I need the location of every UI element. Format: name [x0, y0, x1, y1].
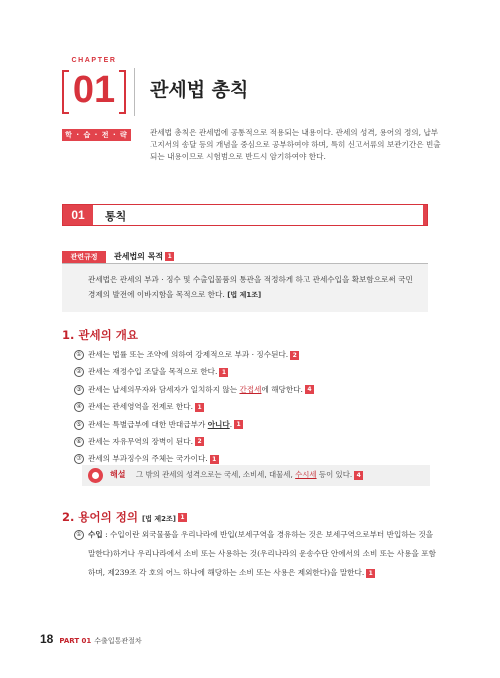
- frequency-badge: 1: [366, 569, 375, 578]
- item-number: ⑦: [74, 454, 84, 464]
- chapter-label: CHAPTER: [71, 57, 117, 64]
- item-number: ⑤: [74, 420, 84, 430]
- frequency-badge: 1: [195, 403, 204, 412]
- chapter-number: 01: [72, 69, 116, 111]
- chapter-badge: [62, 57, 126, 116]
- item-text: 관세는 법률 또는 조약에 의하여 강제적으로 부과 · 징수된다.: [88, 350, 289, 359]
- item-text: 관세는 납세의무자와 담세자가 일치하지 않는: [88, 384, 240, 394]
- related-regulation-header: [62, 250, 428, 264]
- highlight-text: 아니다: [207, 419, 230, 429]
- related-regulation-title-text: 관세법의 목적: [114, 252, 164, 261]
- part-label: PART 01: [59, 637, 92, 645]
- related-regulation-title: [114, 251, 174, 263]
- page-footer: [40, 632, 142, 648]
- heading-definitions-ref: [법 제2조]: [141, 515, 176, 523]
- heading-definitions: [62, 509, 187, 525]
- frequency-badge: 4: [305, 385, 314, 394]
- item-number: ①: [74, 530, 84, 540]
- part-title: 수출입통관절차: [94, 637, 142, 645]
- commentary-text: [136, 469, 363, 481]
- item-text: 관세는 자유무역의 장벽이 된다.: [88, 436, 194, 446]
- item-number: ③: [74, 385, 84, 395]
- section-title: 통칙: [105, 210, 127, 223]
- item-text: 관세는 특별급부에 대한 반대급부가: [88, 419, 208, 429]
- commentary-box: [82, 465, 430, 486]
- list-item: [76, 381, 438, 398]
- frequency-badge: 2: [290, 351, 299, 360]
- definition-item: [76, 525, 440, 582]
- related-regulation-tag: 관련규정: [62, 251, 106, 263]
- chapter-title: 관세법 총칙: [150, 79, 249, 101]
- list-item: [76, 433, 438, 450]
- item-text: 관세는 재정수입 조달을 목적으로 한다.: [88, 367, 218, 377]
- heading-customs-overview: 1. 관세의 개요: [62, 328, 138, 342]
- learning-tips-tag: 학 · 습 · 전 · 략: [62, 129, 131, 141]
- item-text-tail: 에 해당한다.: [261, 384, 303, 394]
- related-regulation-box: [62, 250, 428, 312]
- list-item: [76, 363, 438, 380]
- item-number: ⑥: [74, 437, 84, 447]
- page-number: 18: [40, 632, 54, 646]
- heading-definitions-text: 2. 용어의 정의: [62, 510, 138, 524]
- frequency-badge: 1: [219, 368, 228, 377]
- highlight-text: 수시세: [295, 470, 317, 479]
- learning-tips-text: 관세법 총칙은 관세법에 공통적으로 적용되는 내용이다. 관세의 성격, 용어의 정의, 납부고지서의 송달 등의 개념을 중심으로 공부하여야 하며, 특히 신고서류의 보관기간은 빈출되는 내용이므로 시험범으로 반드시 암기하여야 한다.: [150, 128, 441, 161]
- list-item: [76, 346, 438, 363]
- item-text-tail: .: [229, 419, 233, 429]
- item-number: ④: [74, 402, 84, 412]
- related-regulation-text: 관세법은 관세의 부과 · 징수 및 수출입물품의 통관을 적정하게 하고 관세수입을 확보함으로써 국민경제의 발전에 이바지함을 목적으로 한다.: [88, 275, 413, 299]
- frequency-badge: 4: [354, 471, 363, 480]
- definition-term: 수입: [88, 530, 103, 539]
- related-regulation-body: [88, 272, 418, 303]
- item-text: 관세의 부과징수의 주체는 국가이다.: [88, 454, 208, 464]
- frequency-badge: 1: [165, 252, 174, 261]
- related-regulation-ref: [법 제1조]: [227, 291, 262, 299]
- frequency-badge: 1: [178, 513, 187, 522]
- section-number: 01: [63, 205, 93, 225]
- chapter-divider: [134, 68, 135, 116]
- frequency-badge: 1: [234, 420, 243, 429]
- list-item: [76, 398, 438, 415]
- highlight-text: 간접세: [239, 384, 262, 394]
- overview-list: [76, 346, 438, 468]
- section-accent: [423, 205, 427, 225]
- list-item: [76, 416, 438, 433]
- frequency-badge: 2: [195, 437, 204, 446]
- commentary-text-main: 그 밖의 관세의 성격으로는 국세, 소비세, 대물세,: [136, 470, 296, 479]
- item-number: ①: [74, 350, 84, 360]
- definition-text: : 수입이란 외국물품을 우리나라에 반입(보세구역을 경유하는 것은 보세구역으로부터 반입하는 것을 말한다)하거나 우리나라에서 소비 또는 사용하는 것(우리나라의 운송수단 안에서의 소비 또는 사용을 포함하며, 제239조 각 호의 어느 하나에 해당하는 소비 또는 사용은 제외한다)을 말한다.: [88, 530, 436, 577]
- section-header: [62, 204, 428, 226]
- item-number: ②: [74, 367, 84, 377]
- commentary-icon: [88, 468, 103, 483]
- commentary-text-tail: 등이 있다.: [316, 470, 353, 479]
- item-text: 관세는 관세영역을 전제로 한다.: [88, 402, 194, 412]
- commentary-label: 해설: [110, 470, 126, 479]
- frequency-badge: 1: [210, 455, 219, 464]
